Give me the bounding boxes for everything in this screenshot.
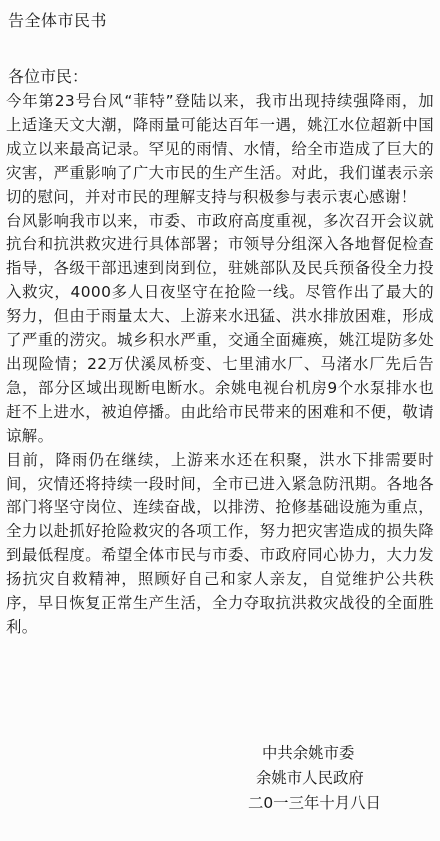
signature-org-party-committee: 中共余姚市委 bbox=[262, 744, 355, 762]
signature-date: 二0一三年十月八日 bbox=[248, 794, 381, 812]
signature-org-government: 余姚市人民政府 bbox=[256, 769, 364, 787]
paragraph-3: 目前，降雨仍在继续，上游来水还在积聚，洪水下排需要时间，灾情还将持续一段时间，全市已进入紧急防汛期。各地各部门将坚守岗位、连续奋战，以排涝、抢修基础设施为重点，全力以赴抓好抢险救灾的各项工作，努力把灾害造成的损失降到最低程度。希望全体市民与市委、市政府同心协力，大力发扬抗灾自救精神，照顾好自己和家人亲友，自觉维护公共秩序，早日恢复正常生产生活，全力夺取抗洪救灾战役的全面胜利。 bbox=[6, 450, 434, 636]
letter-body bbox=[6, 90, 434, 640]
paragraph-1: 今年第23号台风“菲特”登陆以来，我市出现持续强降雨，加上适逢天文大潮，降雨量可能达百年一遇，姚江水位超新中国成立以来最高记录。罕见的雨情、水情，给全市造成了巨大的灾害，严重影响了广大市民的生产生活。对此，我们谨表示亲切的慰问，并对市民的理解支持与积极参与表示衷心感谢！ bbox=[6, 92, 434, 206]
letter-title: 告全体市民书 bbox=[8, 11, 108, 30]
signature-block bbox=[248, 741, 395, 816]
salutation: 各位市民： bbox=[8, 67, 89, 86]
paragraph-2: 台风影响我市以来，市委、市政府高度重视，多次召开会议就抗台和抗洪救灾进行具体部署；市领导分组深入各地督促检查指导，各级干部迅速到岗到位，驻姚部队及民兵预备役全力投入救灾，4000多人日夜坚守在抢险一线。尽管作出了最大的努力，但由于雨量太大、上游来水迅猛、洪水排放困难，形成了严重的涝灾。城乡积水严重，交通全面瘫痪，姚江堤防多处出现险情；22万伏溪凤桥变、七里浦水厂、马渚水厂先后告急，部分区域出现断电断水。余姚电视台机房9个水泵排水也赶不上进水，被迫停播。由此给市民带来的困难和不便，敬请谅解。 bbox=[6, 211, 434, 445]
